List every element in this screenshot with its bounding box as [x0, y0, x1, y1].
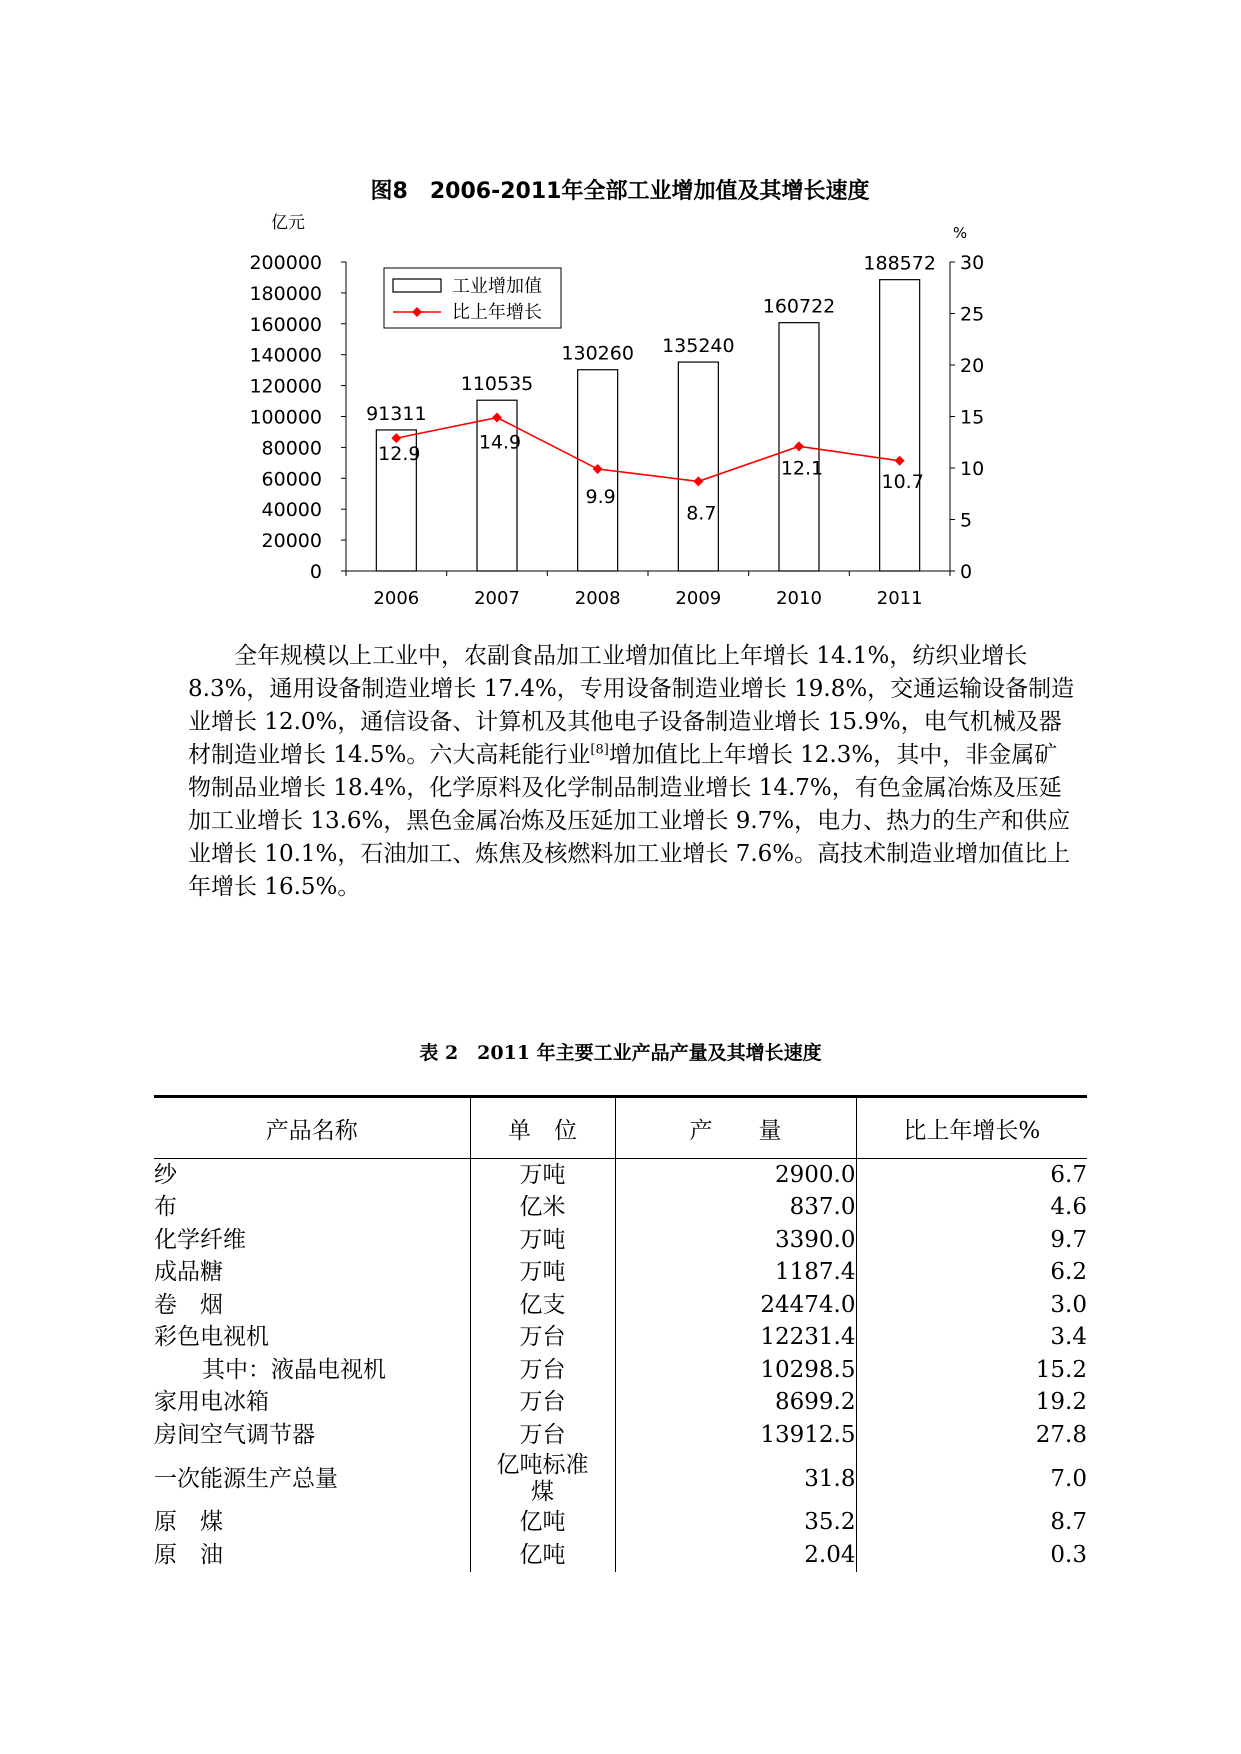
y-left-tick-label: 160000 [249, 313, 322, 336]
header-quantity: 产 量 [615, 1097, 856, 1159]
x-category-label: 2007 [474, 588, 520, 609]
table-row [154, 1419, 1087, 1452]
y-left-tick-label: 40000 [261, 499, 322, 522]
unit-cell: 万台 [470, 1387, 615, 1420]
paragraph-text-part2: 增加值比上年增长 12.3%，其中，非金属矿物制品业增长 18.4%，化学原料及化学制品制造业增长 14.7%，有色金属冶炼及压延加工业增长 13.6%，黑色金属冶炼及压延加工业增长 9.7%，电力、热力的生产和供应业增长 10.1%，石油加工、炼焦及核燃料加工业增长 7.6%。高技术制造业增加值比上年增长 16.5%。 [188, 742, 1071, 900]
bar-2011 [880, 280, 920, 571]
growth-value-label: 10.7 [881, 470, 924, 493]
quantity-cell: 13912.5 [615, 1419, 856, 1452]
table-row [154, 1387, 1087, 1420]
quantity-cell: 31.8 [615, 1452, 856, 1507]
y-right-tick-label: 10 [960, 458, 985, 480]
quantity-cell: 837.0 [615, 1192, 856, 1225]
growth-value-label: 14.9 [478, 431, 522, 454]
table-row [154, 1159, 1087, 1192]
product-name-cell: 彩色电视机 [154, 1322, 470, 1355]
unit-cell: 亿吨 [470, 1539, 615, 1572]
y-right-tick-label: 25 [960, 303, 985, 326]
product-name-cell: 一次能源生产总量 [154, 1452, 470, 1507]
growth-cell: 27.8 [1035, 1421, 1087, 1448]
bar-value-label: 160722 [762, 295, 836, 318]
quantity-cell: 2.04 [615, 1539, 856, 1572]
growth-value-label: 8.7 [686, 502, 717, 525]
growth-value-label: 12.1 [780, 457, 824, 480]
y-left-tick-label: 0 [309, 561, 322, 583]
growth-cell: 4.6 [1050, 1194, 1087, 1221]
table-header-row [154, 1097, 1087, 1159]
y-left-tick-label: 140000 [249, 344, 322, 367]
growth-cell: 15.2 [1035, 1356, 1087, 1383]
y-right-tick-label: 5 [960, 509, 973, 532]
left-axis-unit: 亿元 [271, 213, 305, 233]
table-body [154, 1159, 1087, 1572]
table-title: 表 2 2011 年主要工业产品产量及其增长速度 [419, 1042, 822, 1064]
legend-bar-label: 工业增加值 [452, 276, 542, 297]
table-row [154, 1507, 1087, 1540]
legend-line-label: 比上年增长 [452, 302, 542, 323]
bar-2009 [678, 362, 718, 571]
growth-cell: 6.7 [1050, 1161, 1087, 1188]
unit-cell: 万台 [470, 1322, 615, 1355]
growth-cell: 3.4 [1050, 1324, 1087, 1351]
growth-value-label: 9.9 [585, 486, 616, 509]
growth-cell: 0.3 [1050, 1541, 1087, 1568]
y-left-tick-label: 60000 [261, 468, 322, 491]
x-category-label: 2009 [675, 588, 722, 609]
growth-cell: 9.7 [1050, 1226, 1087, 1253]
product-name-cell: 家用电冰箱 [154, 1387, 470, 1420]
quantity-cell: 12231.4 [615, 1322, 856, 1355]
growth-cell: 6.2 [1050, 1259, 1087, 1286]
industry-value-chart [0, 0, 1241, 620]
table-row [154, 1257, 1087, 1290]
quantity-cell: 10298.5 [615, 1354, 856, 1387]
product-name-cell: 布 [154, 1192, 470, 1225]
table-row [154, 1289, 1087, 1322]
unit-cell: 万吨 [470, 1224, 615, 1257]
unit-cell: 万台 [470, 1354, 615, 1387]
table-row [154, 1354, 1087, 1387]
bar-value-label: 110535 [460, 373, 534, 396]
growth-value-label: 12.9 [378, 443, 421, 466]
y-left-tick-label: 20000 [261, 530, 322, 553]
bar-value-label: 130260 [561, 342, 634, 365]
unit-cell: 亿米 [470, 1192, 615, 1225]
y-left-tick-label: 80000 [261, 437, 322, 460]
table-row [154, 1224, 1087, 1257]
quantity-cell: 8699.2 [615, 1387, 856, 1420]
bar-value-label: 188572 [863, 252, 936, 275]
quantity-cell: 3390.0 [615, 1224, 856, 1257]
y-left-tick-label: 100000 [249, 406, 322, 429]
table-row [154, 1192, 1087, 1225]
bar-value-label: 135240 [662, 335, 735, 358]
y-right-tick-label: 15 [960, 406, 985, 429]
growth-cell: 19.2 [1035, 1389, 1087, 1416]
product-name-cell: 纱 [154, 1159, 470, 1192]
y-left-tick-label: 200000 [249, 252, 322, 274]
header-product-name: 产品名称 [154, 1097, 470, 1159]
table-row [154, 1539, 1087, 1572]
product-name-cell: 其中：液晶电视机 [154, 1354, 470, 1387]
product-name-cell: 成品糖 [154, 1257, 470, 1290]
y-right-tick-label: 30 [960, 252, 985, 274]
table-row [154, 1452, 1087, 1507]
growth-line [396, 418, 899, 482]
x-category-label: 2010 [776, 588, 822, 609]
header-unit: 单 位 [470, 1097, 615, 1159]
paragraph-text-part1: 全年规模以上工业中，农副食品加工业增加值比上年增长 14.1%，纺织业增长 8.3%，通用设备制造业增长 17.4%，专用设备制造业增长 19.8%，交通运输设备制造业增长 12.0%，通信设备、计算机及其他电子设备制造业增长 15.9%，电气机械及器材制造业增长 14.5%。六大高耗能行业 [188, 643, 1075, 768]
product-name-cell: 卷 烟 [154, 1289, 470, 1322]
unit-cell: 万吨 [470, 1159, 615, 1192]
unit-cell: 万吨 [470, 1257, 615, 1290]
x-category-label: 2008 [574, 588, 621, 609]
bar-value-label: 91311 [366, 402, 427, 425]
table-row [154, 1322, 1087, 1355]
chart-title: 图8 2006-2011年全部工业增加值及其增长速度 [370, 179, 870, 204]
industry-growth-paragraph [188, 640, 1078, 904]
y-left-tick-label: 120000 [249, 375, 322, 398]
product-name-cell: 原 油 [154, 1539, 470, 1572]
unit-cell: 亿支 [470, 1289, 615, 1322]
quantity-cell: 35.2 [615, 1507, 856, 1540]
product-name-cell: 原 煤 [154, 1507, 470, 1540]
x-category-label: 2006 [373, 588, 420, 609]
product-name-cell: 房间空气调节器 [154, 1419, 470, 1452]
growth-cell: 8.7 [1050, 1509, 1087, 1536]
product-name-cell: 化学纤维 [154, 1224, 470, 1257]
unit-cell: 亿吨 [470, 1507, 615, 1540]
right-axis-unit: % [952, 224, 968, 242]
quantity-cell: 2900.0 [615, 1159, 856, 1192]
header-growth: 比上年增长% [856, 1097, 1087, 1159]
bar-2007 [477, 400, 517, 571]
product-output-table [154, 1095, 1087, 1572]
y-right-tick-label: 0 [960, 561, 973, 583]
quantity-cell: 1187.4 [615, 1257, 856, 1290]
unit-cell: 亿吨标准煤 [470, 1452, 615, 1507]
quantity-cell: 24474.0 [615, 1289, 856, 1322]
unit-cell: 万台 [470, 1419, 615, 1452]
growth-cell: 3.0 [1050, 1291, 1087, 1318]
x-category-label: 2011 [876, 588, 923, 609]
y-right-tick-label: 20 [960, 355, 985, 377]
footnote-reference[interactable]: [8] [590, 742, 609, 758]
legend-bar-swatch [393, 279, 441, 292]
growth-cell: 7.0 [1050, 1465, 1087, 1492]
y-left-tick-label: 180000 [249, 282, 322, 305]
